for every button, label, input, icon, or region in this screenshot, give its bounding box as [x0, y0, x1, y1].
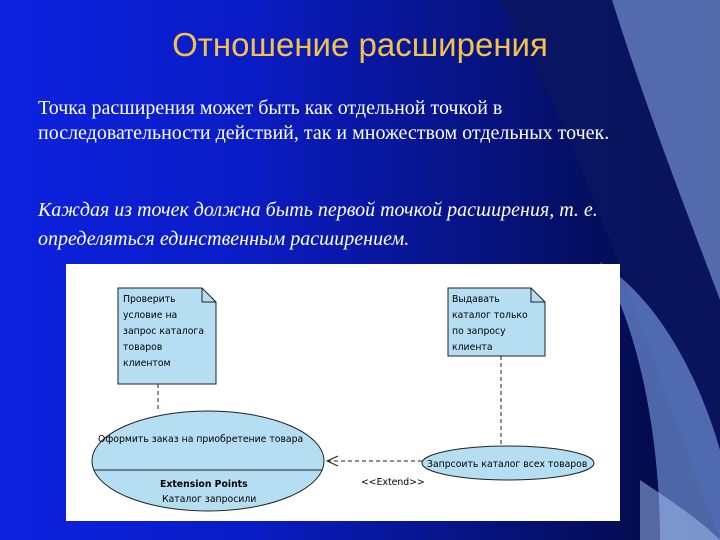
- extension-point-item: Каталог запросили: [162, 494, 257, 505]
- usecase-main-name: Оформить заказ на приобретение товара: [98, 434, 304, 445]
- note-right-line-4: клиента: [452, 342, 493, 353]
- usecase-extending: [422, 446, 594, 480]
- note-left-line-1: Проверить: [123, 294, 176, 305]
- note-left: [118, 288, 216, 384]
- extend-label: <<Extend>>: [361, 477, 425, 488]
- note-right-line-3: по запросу: [452, 326, 506, 337]
- note-left-line-5: клиентом: [123, 358, 171, 369]
- note-left-line-3: запрос каталога: [123, 326, 205, 337]
- uml-usecase-diagram: [66, 264, 620, 521]
- note-left-line-4: товаров: [123, 342, 163, 353]
- usecase-main: [92, 411, 324, 511]
- note-left-line-2: условие на: [123, 310, 178, 321]
- extension-points-title: Extension Points: [160, 479, 248, 490]
- note-right-line-2: каталог только: [452, 310, 528, 321]
- paragraph-extension-point: Точка расширения может быть как отдельной точкой в последовательности действий, так и множеством отдельных точек.: [38, 97, 610, 144]
- note-right-line-1: Выдавать: [452, 294, 500, 305]
- slide-title: Отношение расширения: [172, 26, 548, 63]
- paragraph-single-extension: Каждая из точек должна быть первой точкой расширения, т. е. определяться единственным расширением.: [38, 199, 598, 250]
- extend-relation: [327, 456, 425, 488]
- usecase-ext-name: Запрсоить каталог всех товаров: [427, 459, 588, 470]
- note-right: [448, 288, 545, 356]
